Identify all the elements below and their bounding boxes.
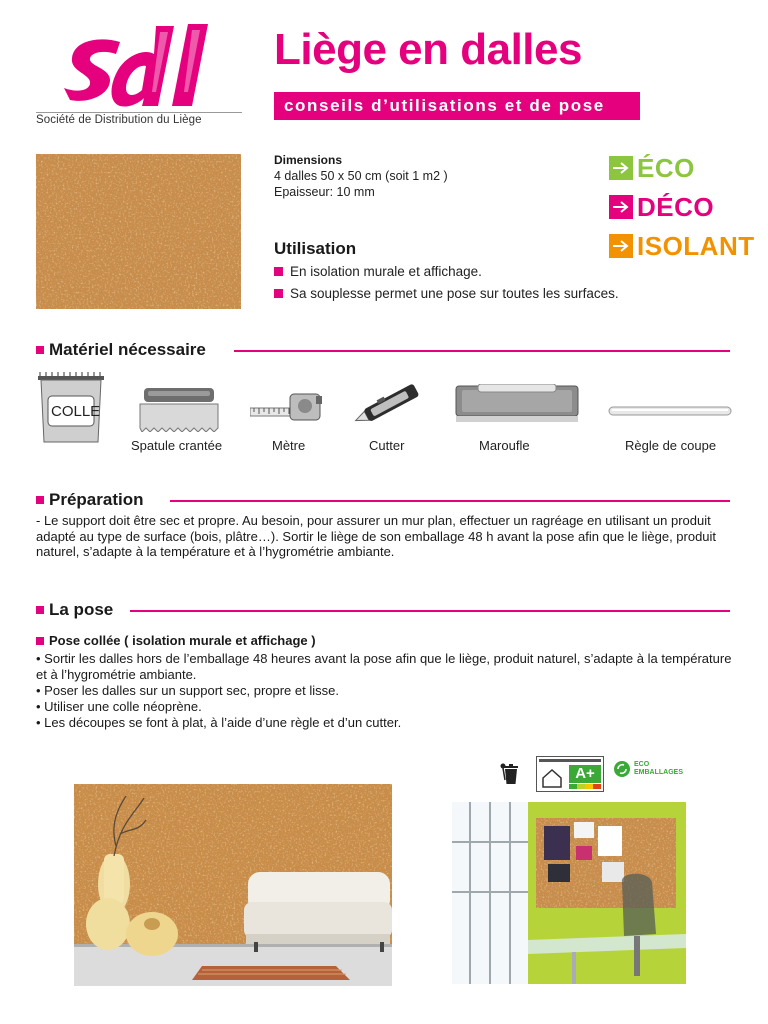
eco-emballages-icon bbox=[613, 760, 631, 778]
dimensions-size: 4 dalles 50 x 50 cm (soit 1 m2 ) bbox=[274, 169, 448, 183]
utilisation-heading: Utilisation bbox=[274, 239, 357, 258]
dimensions-heading: Dimensions bbox=[274, 153, 343, 167]
dimensions-thickness: Epaisseur: 10 mm bbox=[274, 185, 375, 199]
pose-item: • Sortir les dalles hors de l’emballage 48 heures avant la pose afin que le liège, produit naturel, s’adapte à la température et à l’hygrométrie ambiante. bbox=[36, 651, 732, 682]
preparation-text: - Le support doit être sec et propre. Au besoin, pour assurer un mur plan, effectuer un ragréage en utilisant un produit adapté au type de surface (bois, plâtre…). Sortir le liège de son emballage 48 h avant la pose afin que le liège, produit naturel, s’adapte à la température et à l’hygrométrie ambiante. bbox=[36, 513, 717, 559]
logo-tagline: Société de Distribution du Liège bbox=[36, 114, 202, 126]
bullet-square-icon bbox=[36, 637, 44, 645]
page-subtitle: conseils d’utilisations et de pose bbox=[284, 96, 605, 115]
living-room-photo bbox=[74, 784, 392, 986]
roller-float-icon bbox=[454, 384, 580, 424]
bullet-square-icon bbox=[36, 496, 44, 504]
indoor-emission-label bbox=[536, 756, 604, 792]
bullet-square-icon bbox=[274, 267, 283, 276]
cutting-ruler-icon bbox=[608, 404, 732, 418]
utilisation-item: En isolation murale et affichage. bbox=[274, 264, 482, 279]
section-divider bbox=[234, 350, 730, 352]
recycle-bin-icon bbox=[499, 762, 523, 786]
eco-emballages-logo: ECO EMBALLAGES bbox=[613, 760, 676, 778]
glue-bucket-label: COLLE bbox=[51, 403, 101, 420]
badge-eco: ÉCO bbox=[609, 154, 695, 182]
pose-item: • Utiliser une colle néoprène. bbox=[36, 699, 202, 714]
tool-label-maroufle: Maroufle bbox=[479, 438, 530, 453]
emission-grade: A+ bbox=[569, 765, 601, 783]
bullet-square-icon bbox=[36, 346, 44, 354]
cork-swatch-image bbox=[36, 154, 241, 309]
badge-deco: DÉCO bbox=[609, 193, 714, 221]
utilisation-item: Sa souplesse permet une pose sur toutes les surfaces. bbox=[274, 286, 619, 301]
bullet-square-icon bbox=[36, 606, 44, 614]
bullet-square-icon bbox=[274, 289, 283, 298]
arrow-right-icon bbox=[609, 156, 633, 180]
label-header-bar bbox=[539, 759, 601, 762]
cutter-knife-icon bbox=[350, 382, 424, 428]
badge-isolant: ISOLANT bbox=[609, 232, 755, 260]
arrow-right-icon bbox=[609, 195, 633, 219]
preparation-heading: Préparation bbox=[36, 490, 143, 510]
materiel-heading: Matériel nécessaire bbox=[36, 340, 206, 360]
pose-subheading: Pose collée ( isolation murale et affichage ) bbox=[36, 633, 736, 649]
tape-measure-icon bbox=[250, 392, 324, 422]
pose-item: • Poser les dalles sur un support sec, propre et lisse. bbox=[36, 683, 339, 698]
logo-divider bbox=[36, 112, 242, 113]
tool-label-metre: Mètre bbox=[272, 438, 306, 453]
tool-label-spatule: Spatule crantée bbox=[131, 438, 223, 453]
pose-heading: La pose bbox=[36, 600, 113, 620]
company-logo bbox=[36, 22, 246, 134]
page-title: Liège en dalles bbox=[274, 25, 582, 74]
pose-item: • Les découpes se font à plat, à l’aide d’une règle et d’un cutter. bbox=[36, 715, 402, 730]
house-icon bbox=[541, 767, 563, 789]
arrow-right-icon bbox=[609, 234, 633, 258]
sdl-logo-mark bbox=[60, 22, 250, 112]
notched-trowel-icon bbox=[138, 386, 220, 432]
tool-label-regle: Règle de coupe bbox=[625, 438, 717, 453]
tool-label-cutter: Cutter bbox=[369, 438, 405, 453]
emission-scale bbox=[569, 784, 601, 789]
section-divider bbox=[170, 500, 730, 502]
section-divider bbox=[130, 610, 730, 612]
office-photo bbox=[452, 802, 686, 984]
